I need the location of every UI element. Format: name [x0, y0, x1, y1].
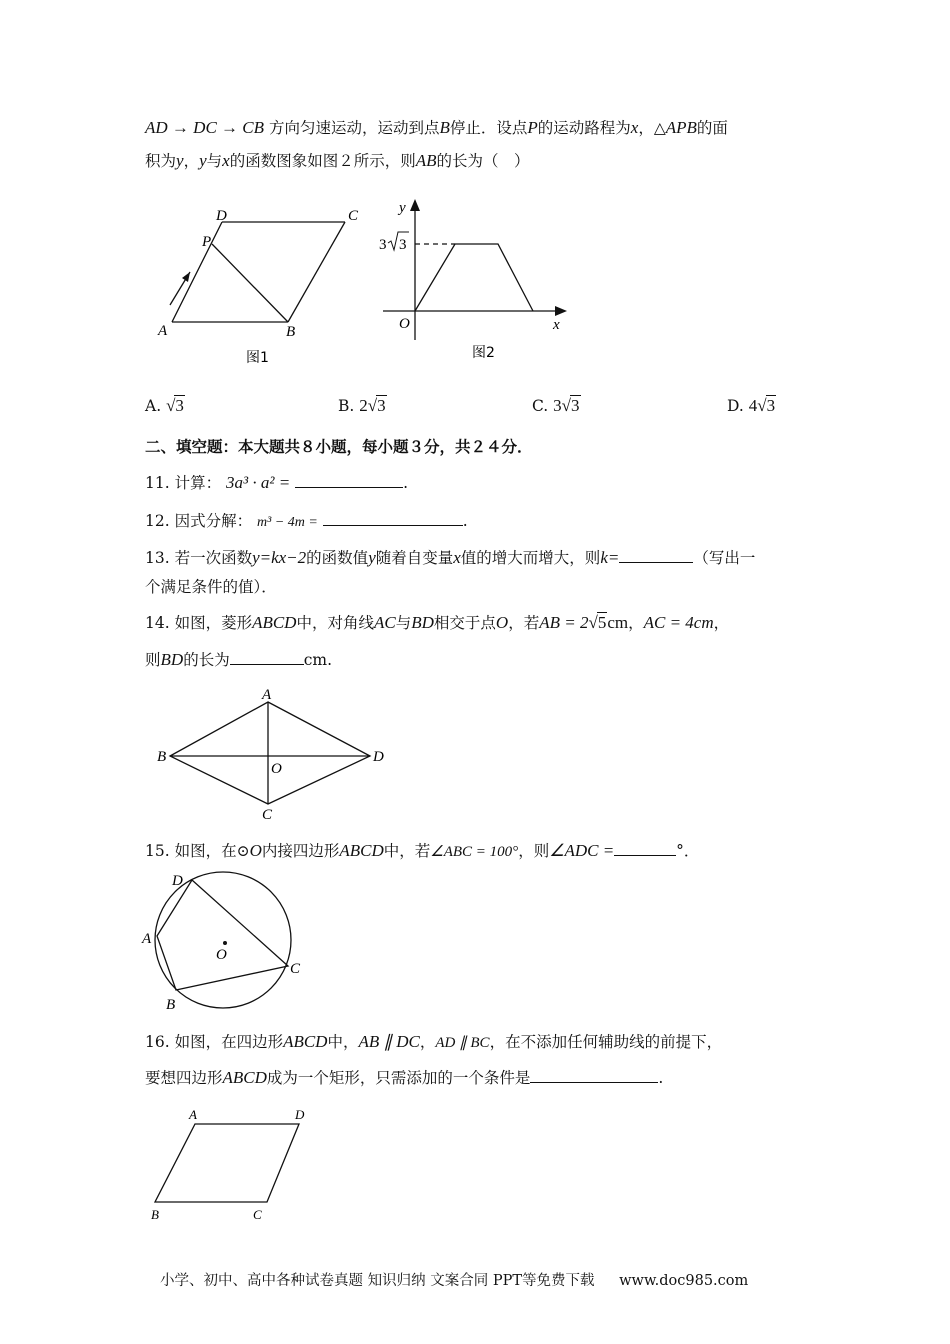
- function-graph: [415, 244, 533, 311]
- question-15: 15. 如图，在⊙O内接四边形ABCD中，若∠ABC = 100°，则∠ADC = °．: [145, 841, 700, 860]
- q14-answer-blank[interactable]: [230, 650, 304, 665]
- q10-line-1: AD → DC → CB 方向匀速运动，运动到点B停止．设点P的运动路程为x，△APB的面: [145, 118, 728, 137]
- label-b: B: [157, 749, 167, 765]
- label-o: O: [216, 947, 227, 963]
- path-expression: AD → DC → CB: [145, 118, 264, 137]
- label-d: D: [295, 1107, 305, 1122]
- segment-pb: [212, 244, 288, 322]
- question-14-line-1: 14. 如图，菱形ABCD中，对角线AC与BD相交于点O，若AB = 2√5cm，AC = 4cm，: [145, 613, 730, 632]
- label-a: A: [189, 1107, 197, 1122]
- label-b: B: [166, 997, 176, 1013]
- q16-figure-parallelogram: [145, 1100, 320, 1230]
- rhombus: [170, 702, 370, 804]
- label-c: C: [253, 1207, 262, 1222]
- q12-expression: m³ − 4m =: [257, 515, 318, 530]
- q14-figure-rhombus: [150, 680, 390, 825]
- q10-figure-2: [375, 195, 575, 365]
- footer-url[interactable]: www.doc985.com: [619, 1273, 749, 1289]
- question-11: 11. 计算： 3a³ · a² = .: [145, 473, 409, 492]
- edge-da: [172, 222, 222, 322]
- axis-label-x: x: [553, 317, 560, 333]
- option-c[interactable]: C. 3√3: [532, 396, 580, 415]
- quadrilateral-abcd: [157, 880, 288, 990]
- label-a: A: [158, 323, 168, 339]
- figure-2-caption: 图2: [472, 345, 495, 361]
- label-d: D: [172, 873, 183, 889]
- label-a: A: [142, 931, 152, 947]
- q11-expression: 3a³ · a² =: [226, 473, 291, 492]
- q11-answer-blank[interactable]: [295, 473, 403, 488]
- question-13-line-1: 13. 若一次函数y=kx−2的函数值y随着自变量x值的增大而增大，则k= （写出一: [145, 548, 756, 567]
- section-2-heading: 二、填空题：本大题共８小题，每小题３分，共２４分．: [145, 437, 533, 456]
- label-p: P: [202, 234, 212, 250]
- parallelogram-abcd: [155, 1124, 299, 1202]
- label-d: D: [373, 749, 384, 765]
- q15-figure-circle: [140, 868, 315, 1016]
- edge-cb: [288, 222, 345, 322]
- question-16-line-1: 16. 如图，在四边形ABCD中，AB ∥ DC，AD ∥ BC，在不添加任何辅助线的前提下，: [145, 1032, 723, 1051]
- question-13-line-2: 个满足条件的值）．: [145, 578, 277, 596]
- label-o: O: [271, 761, 282, 777]
- q13-answer-blank[interactable]: [619, 548, 693, 563]
- label-c: C: [262, 807, 273, 823]
- x-axis-arrow-icon: [555, 306, 567, 316]
- label-c: C: [290, 961, 301, 977]
- q15-answer-blank[interactable]: [614, 841, 676, 856]
- label-b: B: [286, 324, 296, 340]
- center-point: [223, 941, 227, 945]
- footer: [160, 1269, 752, 1290]
- option-a[interactable]: A. √3: [145, 396, 184, 415]
- axis-label-y: y: [399, 200, 406, 216]
- label-d: D: [216, 208, 227, 224]
- q10-figure-1: [150, 200, 370, 370]
- q12-answer-blank[interactable]: [323, 511, 463, 526]
- question-16-line-2: 要想四边形ABCD成为一个矩形，只需添加的一个条件是 .: [145, 1068, 664, 1087]
- y-value-rad: 3: [399, 237, 407, 253]
- question-14-line-2: 则BD的长为 cm.: [145, 650, 333, 669]
- option-b[interactable]: B. 2√3: [338, 396, 386, 415]
- label-b: B: [151, 1207, 159, 1222]
- footer-text: 小学、初中、高中各种试卷真题 知识归纳 文案合同 PPT等免费下载: [160, 1273, 595, 1289]
- label-a: A: [262, 687, 272, 703]
- question-12: 12. 因式分解： m³ − 4m = .: [145, 512, 468, 530]
- label-c: C: [348, 208, 359, 224]
- y-axis-arrow-icon: [410, 199, 420, 211]
- figure-1-caption: 图1: [246, 350, 269, 366]
- option-d[interactable]: D. 4√3: [727, 396, 776, 415]
- y-value-coef: 3: [379, 237, 387, 253]
- q10-line-2: 积为y，y与x的函数图象如图２所示，则AB的长为（ ）: [145, 151, 530, 170]
- arrow-head-icon: [182, 272, 190, 282]
- origin-label: O: [399, 316, 410, 332]
- q16-answer-blank[interactable]: [530, 1068, 658, 1083]
